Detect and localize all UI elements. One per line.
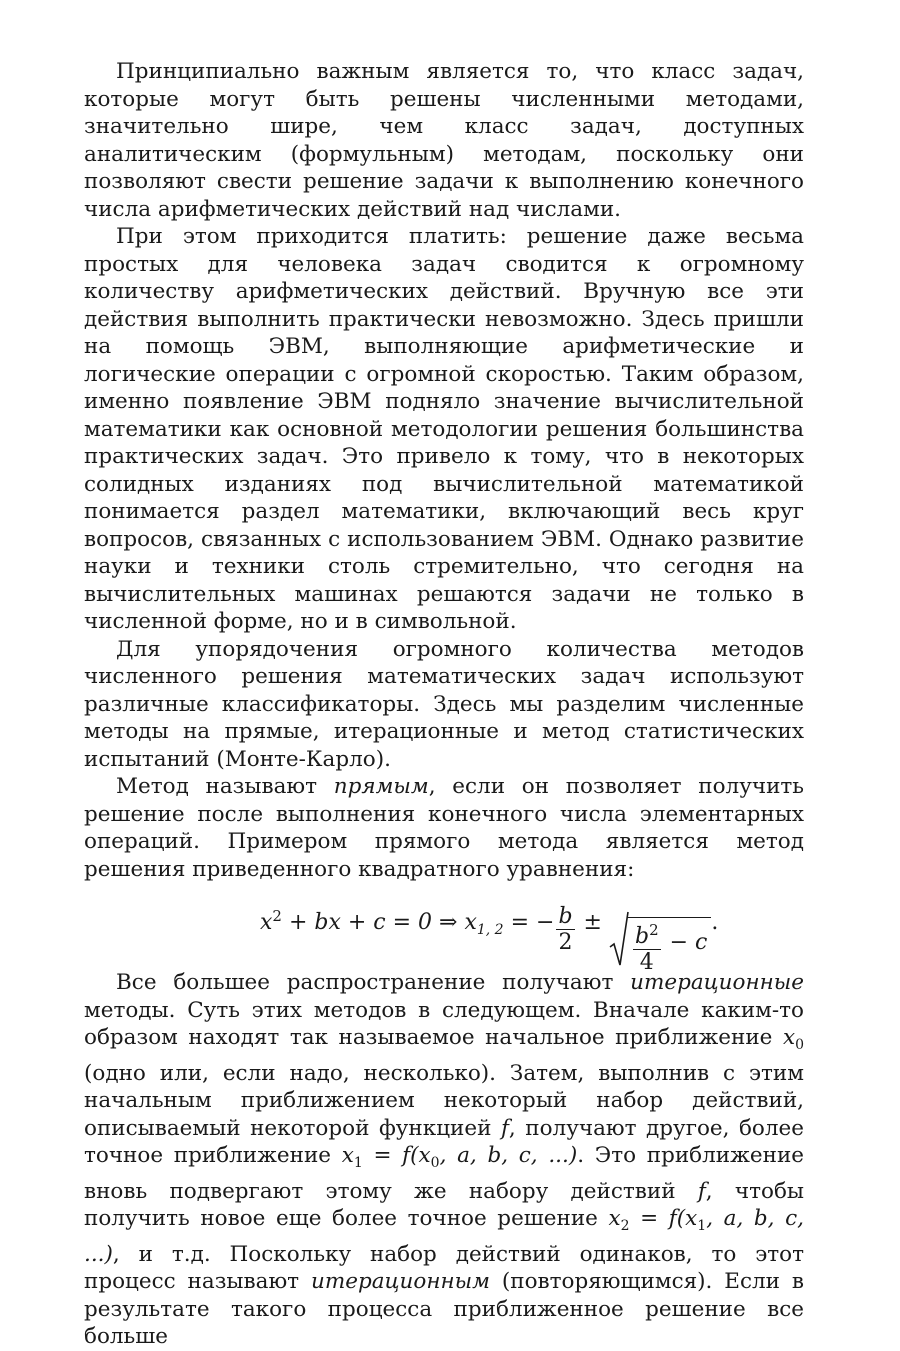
fraction-numerator: b	[558, 904, 573, 929]
x2-expr-b: , a, b, c, ...)	[84, 1206, 804, 1267]
sqrt-radicand	[627, 917, 711, 976]
x2-expr-a: = f(x	[629, 1206, 698, 1231]
p5-text-g: , и т.д. Поскольку набор действий одинаков, то этот процесс называют	[84, 1241, 804, 1294]
func-f: f	[500, 1115, 509, 1141]
term-direct: прямым	[333, 774, 429, 799]
func-f-2: f	[697, 1178, 706, 1204]
x0-base: x	[782, 1025, 796, 1050]
p5-text-f: , чтобы получить новое еще более точное решение	[84, 1178, 804, 1231]
paragraph-1: Принципиально важным является то, что класс задач, которые могут быть решены численными методами, значительно шире, чем класс задач, доступных аналитическим (формульным) методам, поскольку они позволяют свести решение задачи к выполнению конечного числа арифметических действий над числами.	[84, 59, 804, 222]
p5-text-c: (одно или, если надо, несколько). Затем, выполнив с этим начальным приближением некоторый набор действий, описываемый некоторой функцией	[84, 1060, 804, 1141]
paragraph-4-text-a: Метод называют	[116, 774, 334, 799]
x1-expr-a: = f(x	[362, 1143, 431, 1168]
radical-sign-icon	[609, 911, 629, 969]
formula-lhs: x	[260, 910, 273, 935]
x1-expr-sub: 0	[430, 1155, 440, 1171]
formula-fraction	[556, 905, 574, 956]
formula-end: .	[711, 910, 719, 935]
x1-sub: 1	[353, 1155, 363, 1171]
p5-text-b: методы. Суть этих методов в следующем. Вначале каким-то образом находят так называемое начальное приближение	[84, 997, 804, 1050]
x2-expr-sub: 1	[697, 1218, 707, 1234]
term-iterative: итерационные	[630, 970, 804, 995]
radicand-tail: − c	[662, 930, 708, 955]
paragraph-4	[84, 773, 804, 883]
formula-eq: = −	[503, 910, 555, 935]
quadratic-formula	[84, 889, 804, 975]
radicand-num-exp: 2	[649, 921, 659, 939]
p5-text-d: , получают другое, более точное приближение	[84, 1115, 804, 1168]
x0-sub: 0	[795, 1037, 804, 1053]
paragraph-4-text-b: , если он позволяет получить решение после выполнения конечного числа элементарных операций. Примером прямого метода является метод решения приведенного квадратного уравнения:	[84, 774, 804, 882]
paragraph-5	[84, 969, 804, 1351]
formula-lhs-rest: + bx + c = 0 ⇒ x	[281, 910, 477, 935]
term-iterational: итерационным	[310, 1269, 490, 1294]
x2-base: x	[608, 1206, 621, 1231]
paragraph-3: Для упорядочения огромного количества методов численного решения математических задач используют различные классификаторы. Здесь мы разделим численные методы на прямые, итерационные и метод статистических испытаний (Монте-Карло).	[84, 636, 804, 772]
formula-line	[260, 903, 718, 976]
radicand-fraction	[633, 918, 661, 976]
p5-text-a: Все большее распространение получают	[116, 970, 631, 995]
radicand-num-base: b	[634, 924, 650, 949]
radicand-numerator	[633, 918, 661, 950]
formula-pm: ±	[576, 910, 609, 935]
paragraph-2: При этом приходится платить: решение даже весьма простых для человека задач сводится к огромному количеству арифметических действий. Вручную все эти действия выполнить практически невозможно. Здесь пришли на помощь ЭВМ, выполняющие арифметические и логические операции с огромной скоростью. Таким образом, именно появление ЭВМ подняло значение вычислительной математики как основной методологии решения большинства практических задач. Это привело к тому, что в некоторых солидных изданиях под вычислительной математикой понимается раздел математики, включающий весь круг вопросов, связанных с использованием ЭВМ. Однако развитие науки и техники столь стремительно, что сегодня на вычислительных машинах решаются задачи не только в численной форме, но и в символьной.	[84, 224, 804, 634]
formula-lhs-exp: 2	[272, 907, 282, 925]
x1-expr-b: , a, b, c, ...)	[439, 1143, 578, 1168]
x2-sub: 2	[620, 1218, 630, 1234]
radicand-denominator: 4	[639, 950, 654, 975]
p5-text-h: (повторяющимся). Если в результате такого процесса приближенное решение все больше	[84, 1269, 805, 1349]
page-body	[84, 58, 804, 1351]
x1-base: x	[341, 1143, 354, 1168]
fraction-denominator: 2	[558, 930, 573, 955]
formula-sub: 1, 2	[476, 922, 504, 938]
p5-text-e: . Это приближение вновь подвергают этому же набору действий	[84, 1143, 804, 1204]
formula-sqrt	[609, 917, 711, 976]
